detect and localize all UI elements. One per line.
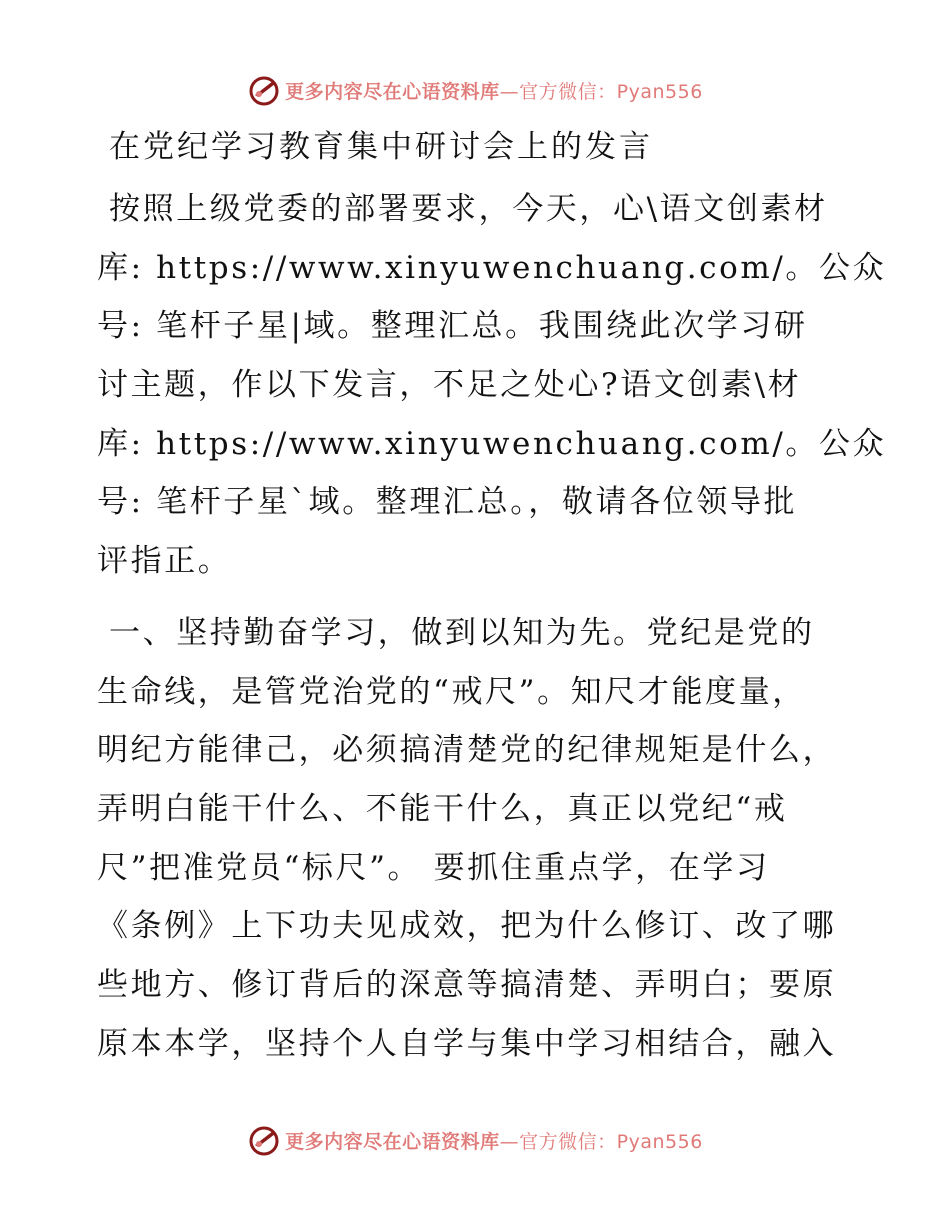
text-line: 按照上级党委的部署要求，今天，心\语文创素材: [109, 191, 828, 227]
footer-banner: [0, 1120, 950, 1160]
banner-main-text: 更多内容尽在心语资料库: [285, 80, 500, 103]
text-line: 尺”把准党员“标尺”。 要抓住重点学，在学习: [97, 849, 770, 886]
text-line: 原本本学，坚持个人自学与集中学习相结合，融入: [97, 1025, 837, 1062]
text-line: 评指正。: [97, 543, 232, 580]
document-body: [97, 118, 887, 1073]
banner-separator: —: [499, 80, 520, 103]
banner-wechat-text: 官方微信：Pyan556: [519, 1130, 703, 1153]
banner-separator: —: [499, 1130, 520, 1153]
text-line: 一、坚持勤奋学习，做到以知为先。党纪是党的: [109, 614, 815, 651]
text-line: 库: https://www.xinyuwenchuang.com/。公众: [97, 249, 887, 286]
brand-logo-icon: [247, 1123, 281, 1157]
text-line: 号: 笔杆子星`域。整理汇总。，敬请各位领导批: [97, 484, 798, 521]
text-line: 弄明白能干什么、不能干什么，真正以党纪“戒: [97, 790, 788, 827]
document-title: 在党纪学习教育集中研讨会上的发言: [109, 129, 653, 165]
text-line: 些地方、修订背后的深意等搞清楚、弄明白；要原: [97, 966, 837, 1003]
header-banner: [0, 70, 950, 110]
brand-logo-icon: [247, 73, 281, 107]
text-line: 《条例》上下功夫见成效，把为什么修订、改了哪: [97, 908, 837, 945]
banner-main-text: 更多内容尽在心语资料库: [285, 1130, 500, 1153]
text-line: 生命线，是管党治党的“戒尺”。知尺才能度量，: [97, 673, 806, 710]
text-line: 讨主题，作以下发言，不足之处心?语文创素\材: [97, 367, 802, 404]
paragraph-section-one: [97, 604, 857, 1074]
text-line: 库: https://www.xinyuwenchuang.com/。公众: [97, 425, 887, 462]
text-line: 号: 笔杆子星|域。整理汇总。我围绕此次学习研: [97, 308, 808, 345]
banner-wechat-text: 官方微信：Pyan556: [519, 80, 703, 103]
text-line: 明纪方能律己，必须搞清楚党的纪律规矩是什么，: [97, 732, 837, 769]
paragraph-intro: [97, 180, 887, 591]
